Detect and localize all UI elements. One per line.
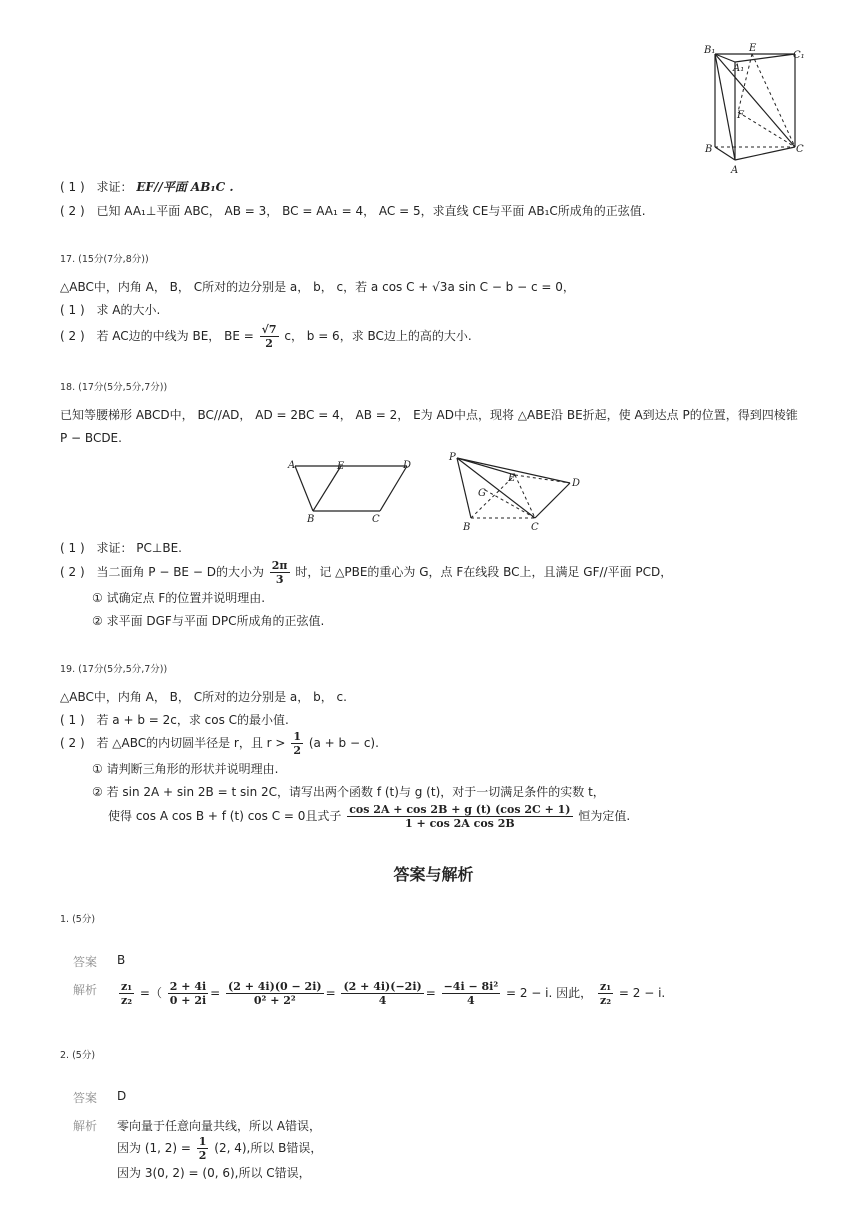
q18-stem-2: P − BCDE.: [60, 431, 122, 445]
part-number: ( 1 ): [60, 713, 85, 727]
a2-header: 2. (5分): [60, 1050, 96, 1061]
part-text: 使得 cos A cos B + f (t) cos C = 0且式子: [108, 809, 342, 823]
fraction: [119, 980, 134, 1007]
frac-den: 2: [265, 337, 273, 350]
q16-part1: [60, 179, 234, 195]
trapezoid-figure: [285, 456, 415, 526]
part-math: EF//平面 AB₁C .: [136, 180, 234, 194]
equals: =（: [139, 986, 162, 1000]
a2-line1: 零向量于任意向量共线，所以 A错误，: [117, 1119, 322, 1133]
part-number: ( 2 ): [60, 565, 85, 579]
fraction: [226, 980, 324, 1007]
label-B: B: [307, 514, 315, 525]
part-text: 恒为定值.: [578, 809, 631, 823]
explanation-label: 解析: [73, 1119, 98, 1133]
frac-num: cos 2A + cos 2B + g (t) (cos 2C + 1): [349, 803, 571, 816]
fraction: [260, 323, 279, 350]
frac-den: z₂: [599, 994, 612, 1007]
frac-num: z₁: [599, 980, 612, 993]
q18-header: 18. (17分(5分,5分,7分)): [60, 382, 168, 393]
q16-part2: [60, 203, 646, 219]
q19-part2: [60, 729, 379, 757]
frac-den: 3: [275, 573, 284, 586]
q18-part1: [60, 540, 182, 556]
frac-num: −4i − 8i²: [443, 980, 499, 993]
frac-num: (2 + 4i)(−2i): [343, 980, 422, 993]
q19-header: 19. (17分(5分,5分,7分)): [60, 664, 168, 675]
q17-header: 17. (15分(7分,8分)): [60, 254, 149, 265]
label-D: D: [572, 478, 581, 489]
answer-value: D: [117, 1089, 127, 1103]
fraction: [347, 803, 572, 830]
part-text: 求 A的大小.: [96, 303, 161, 317]
a2-line3: 因为 3(0, 2) = (0, 6),所以 C错误，: [117, 1166, 311, 1180]
part-text: 求证： PC⊥BE.: [96, 541, 182, 555]
frac-den: 1 + cos 2A cos 2B: [405, 817, 515, 830]
frac-num: 1: [198, 1135, 207, 1148]
a1-header: 1. (5分): [60, 914, 96, 925]
frac-den: z₂: [121, 994, 133, 1007]
part-text: 时，记 △PBE的重心为 G，点 F在线段 BC上，且满足 GF//平面 PCD，: [295, 565, 673, 579]
answer-label: 答案: [73, 955, 98, 969]
fraction: [197, 1135, 209, 1162]
label-C: C: [796, 144, 804, 155]
frac-den: 0² + 2²: [253, 994, 296, 1007]
part-number: ( 1 ): [60, 303, 85, 317]
q17-part2: [60, 322, 472, 350]
q17-stem: △ABC中，内角 A， B， C所对的边分别是 a， b， c，若 a cos C + √3a sin C − b − c = 0，: [60, 280, 575, 294]
q19-sub2: ② 若 sin 2A + sin 2B = t sin 2C，请写出两个函数 f (t)与 g (t)，对于一切满足条件的实数 t，: [92, 785, 605, 799]
frac-den: 4: [378, 994, 387, 1007]
a1-explanation: $\frac{\text{z₁}}{\text{z₂}}$ =（ $\frac{2 + 4i}{0 + 2i}$ = $\frac{(2 + 4i)(0 - 2i)}{\text{0² + 2²}}$ = $\frac{(2 + 4i)(-2i)}{4}$ = $\frac{\text{−4i − 8i²}}{4}$ = 2 − i. 因此， $\frac{\text{z₁}}{\text{z₂}}$ = 2 − i.: [121, 980, 666, 1007]
frac-num: (2 + 4i)(0 − 2i): [228, 980, 322, 993]
frac-den: 2: [198, 1149, 207, 1162]
label-F: F: [737, 110, 744, 121]
label-B: B: [705, 144, 713, 155]
q18-stem-1: 已知等腰梯形 ABCD中， BC//AD， AD = 2BC = 4， AB = 2， E为 AD中点，现将 △ABE沿 BE折起，使 A到达点 P的位置，得到四棱锥: [60, 408, 798, 422]
label-E: E: [749, 43, 757, 54]
frac-num: √7: [261, 323, 277, 336]
label-P: P: [449, 452, 456, 463]
label-B: B: [463, 522, 471, 533]
part-number: ( 2 ): [60, 736, 85, 750]
fraction: [270, 559, 290, 586]
part-number: ( 2 ): [60, 204, 85, 218]
frac-num: 1: [293, 730, 301, 743]
q18-sub1: ① 试确定点 F的位置并说明理由.: [92, 591, 266, 605]
fraction: [341, 980, 423, 1007]
part-text: 求证：: [96, 180, 133, 194]
label-A1: A₁: [733, 63, 745, 74]
frac-num: 2 + 4i: [169, 980, 207, 993]
explanation-text: (2, 4),所以 B错误，: [214, 1141, 323, 1155]
q19-sub1: ① 请判断三角形的形状并说明理由.: [92, 762, 279, 776]
part-text: 当二面角 P − BE − D的大小为: [96, 565, 264, 579]
part-text: 若 △ABC的内切圆半径是 r，且 r >: [96, 736, 286, 750]
part-text: 若 a + b = 2c，求 cos C的最小值.: [96, 713, 289, 727]
q18-part2: [60, 558, 672, 586]
label-G: G: [478, 488, 486, 499]
label-A: A: [731, 165, 739, 176]
frac-den: 4: [467, 994, 475, 1007]
part-number: ( 1 ): [60, 180, 85, 194]
part-text: (a + b − c).: [308, 736, 379, 750]
label-A: A: [288, 460, 296, 471]
fraction: [598, 980, 613, 1007]
frac-num: z₁: [121, 980, 133, 993]
label-E: E: [508, 473, 516, 484]
q19-sub2-cont: [108, 800, 630, 832]
part-text: 若 AC边的中线为 BE， BE =: [96, 329, 254, 343]
a2-line2: [117, 1134, 322, 1162]
frac-den: 2: [293, 744, 301, 757]
part-text: c， b = 6，求 BC边上的高的大小.: [284, 329, 472, 343]
label-C: C: [372, 514, 380, 525]
q18-sub2: ② 求平面 DGF与平面 DPC所成角的正弦值.: [92, 614, 325, 628]
frac-den: 0 + 2i: [169, 994, 207, 1007]
explanation-label: 解析: [73, 983, 98, 997]
fraction: [168, 980, 208, 1007]
explanation-text: = 2 − i.: [618, 986, 666, 1000]
part-number: ( 2 ): [60, 329, 85, 343]
explanation-text: = 2 − i. 因此，: [505, 986, 593, 1000]
label-C: C: [531, 522, 539, 533]
q19-part1: [60, 712, 289, 728]
q19-stem: △ABC中，内角 A， B， C所对的边分别是 a， b， c.: [60, 690, 347, 704]
pyramid-figure: [445, 450, 585, 535]
fraction: [291, 730, 303, 757]
prism-figure: [700, 42, 810, 177]
label-D: D: [403, 460, 412, 471]
frac-num: 2π: [271, 559, 288, 572]
answers-title: 答案与解析: [393, 865, 474, 884]
label-E: E: [337, 461, 345, 472]
explanation-text: 因为 (1, 2) =: [117, 1141, 191, 1155]
part-text: 已知 AA₁⊥平面 ABC， AB = 3， BC = AA₁ = 4， AC = 5，求直线 CE与平面 AB₁C所成角的正弦值.: [96, 204, 646, 218]
answer-label: 答案: [73, 1091, 98, 1105]
q17-part1: [60, 302, 160, 318]
label-C1: C₁: [793, 50, 805, 61]
label-B1: B₁: [704, 45, 716, 56]
part-number: ( 1 ): [60, 541, 85, 555]
answer-value: B: [117, 953, 126, 967]
fraction: [442, 980, 501, 1007]
